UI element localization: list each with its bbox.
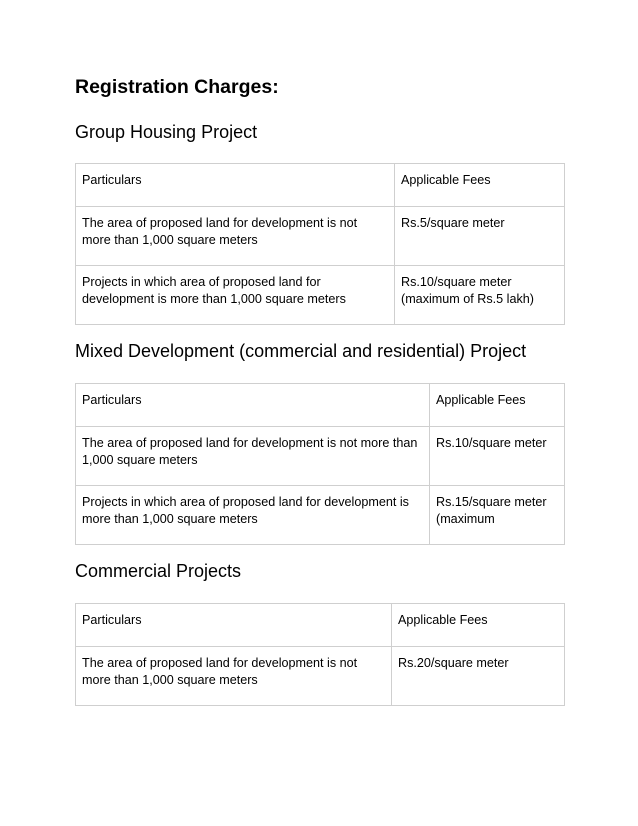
table-row: [76, 266, 565, 325]
fees-cell: Rs.20/square meter: [392, 647, 565, 706]
particulars-cell: The area of proposed land for development is not more than 1,000 square meters: [76, 207, 395, 266]
column-header-fees: Applicable Fees: [395, 164, 565, 207]
table-row: [76, 427, 565, 486]
fees-table-commercial: [75, 603, 565, 706]
particulars-cell: Projects in which area of proposed land for development is more than 1,000 square meters: [76, 266, 395, 325]
fees-table-mixed-development: [75, 383, 565, 545]
table-row: [76, 486, 565, 545]
particulars-cell: Projects in which area of proposed land for development is more than 1,000 square meters: [76, 486, 430, 545]
section-heading-group-housing: Group Housing Project: [75, 122, 258, 142]
column-header-particulars: Particulars: [76, 384, 430, 427]
fees-cell: Rs.5/square meter: [395, 207, 565, 266]
table-header-row: [76, 164, 565, 207]
column-header-fees: Applicable Fees: [392, 604, 565, 647]
table-row: [76, 207, 565, 266]
table-header-row: [76, 384, 565, 427]
particulars-cell: The area of proposed land for development is not more than 1,000 square meters: [76, 647, 392, 706]
page-title: Registration Charges:: [75, 76, 279, 98]
column-header-particulars: Particulars: [76, 604, 392, 647]
table-header-row: [76, 604, 565, 647]
particulars-cell: The area of proposed land for development is not more than 1,000 square meters: [76, 427, 430, 486]
column-header-fees: Applicable Fees: [430, 384, 565, 427]
fees-cell: Rs.10/square meter: [430, 427, 565, 486]
fees-cell: Rs.10/square meter (maximum of Rs.5 lakh): [395, 266, 565, 325]
table-row: [76, 647, 565, 706]
section-heading-mixed-development: Mixed Development (commercial and residential) Project: [75, 341, 527, 361]
section-heading-commercial: Commercial Projects: [75, 561, 242, 581]
fees-table-group-housing: [75, 163, 565, 325]
column-header-particulars: Particulars: [76, 164, 395, 207]
fees-cell: Rs.15/square meter (maximum: [430, 486, 565, 545]
